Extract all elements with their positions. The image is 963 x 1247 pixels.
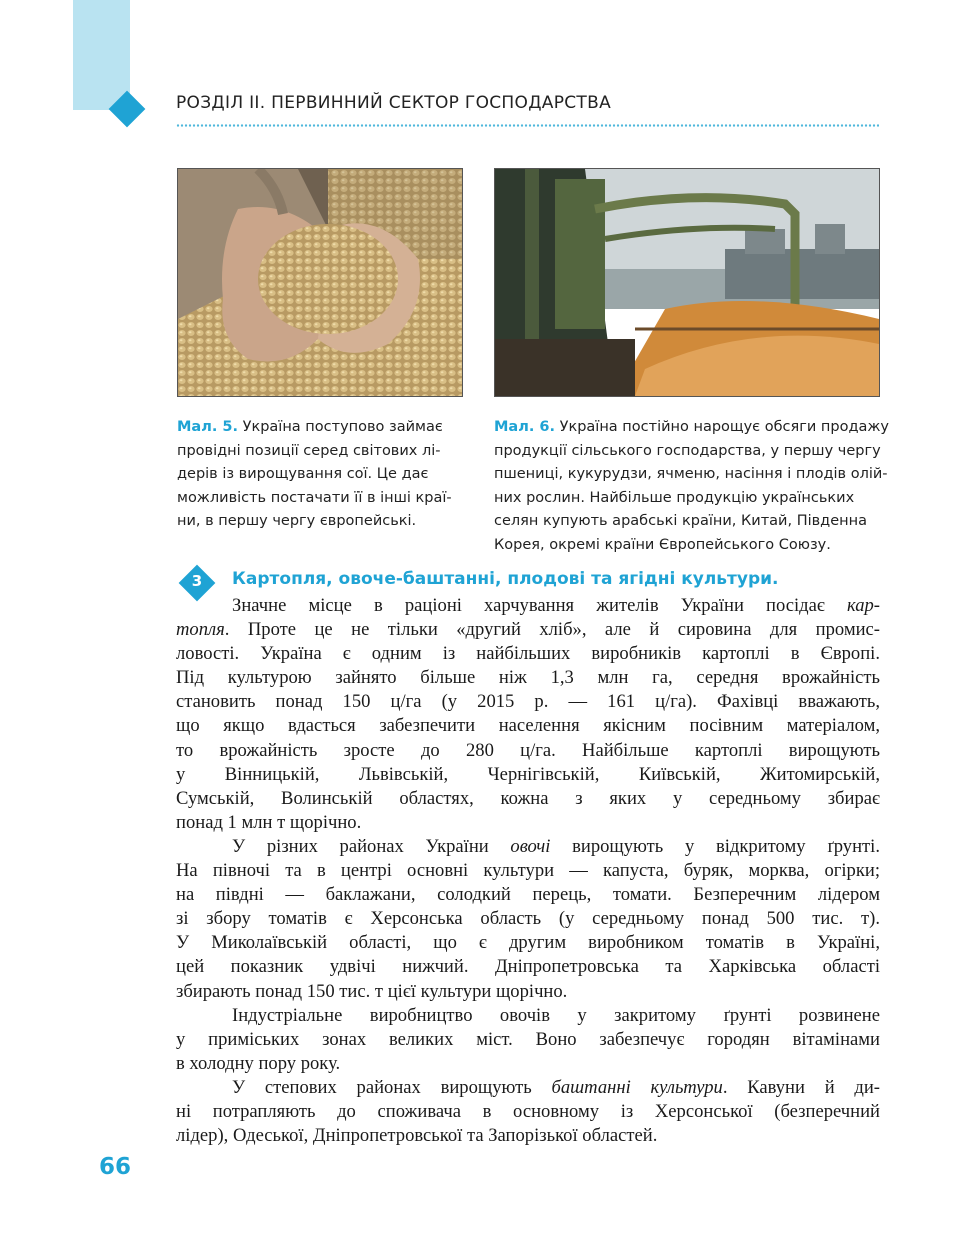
chapter-title: РОЗДІЛ ІІ. ПЕРВИННИЙ СЕКТОР ГОСПОДАРСТВА — [176, 93, 611, 113]
header-dotted-rule — [176, 123, 879, 128]
text-line: Значне місце в раціоні харчування жителів України посідає кар- — [232, 595, 880, 616]
text-line: становить понад 150 ц/га (у 2015 р. — 161 ц/га). Фахівці вважають, — [176, 691, 880, 713]
text-line: топля. Проте це не тільки «другий хліб», але й сировина для промис- — [176, 619, 880, 641]
corner-tab — [73, 0, 130, 110]
text-line: У степових районах вирощують баштанні культури. Кавуни й ди- — [232, 1076, 880, 1098]
text-line: в холодну пору року. — [176, 1052, 341, 1074]
figure-5-label: Мал. 5. — [177, 419, 238, 435]
text-line: У Миколаївській області, що є другим виробником томатів в Україні, — [176, 932, 880, 954]
soybeans-photo — [177, 168, 463, 397]
text-line: Сумській, Волинській областях, кожна з яких у середньому збирає — [176, 787, 880, 809]
text-line: понад 1 млн т щорічно. — [176, 811, 362, 833]
body-text — [176, 594, 880, 1148]
section-number: 3 — [191, 572, 203, 590]
text-line: Індустріальне виробництво овочів у закритому ґрунті розвинене — [232, 1004, 880, 1026]
figure-5-caption: Мал. 5. Україна поступово займає провідні позиції серед світових лі- дерів із вирощування сої. Це дає можливість постачати її в інші краї- ни, в першу чергу європейські. — [177, 419, 452, 529]
text-line: збирають понад 150 тис. т цієї культури щорічно. — [176, 980, 568, 1002]
figure-6-caption: Мал. 6. Україна постійно нарощує обсяги продажу продукції сільського господарства, у першу чергу пшениці, кукурудзи, ячменю, насіння і плодів олій- них рослин. Найбільше продукцію українських селян купують арабські країни, Китай, Південна Корея, окремі країни Європейського Союзу. — [494, 419, 889, 553]
text-line: що якщо вдасться забезпечити населення якісним посівним матеріалом, — [176, 715, 880, 737]
section-heading: Картопля, овоче-баштанні, плодові та ягідні культури. — [232, 569, 779, 589]
text-line: у приміських зонах великих міст. Воно забезпечує городян вітамінами — [176, 1028, 880, 1050]
text-line: У різних районах України овочі вирощують у відкритому ґрунті. — [232, 835, 880, 857]
text-line: цей показник удвічі нижчий. Дніпропетровська та Харківська області — [176, 956, 880, 978]
page-number: 66 — [99, 1154, 132, 1180]
text-line: На півночі та в центрі основні культури — капуста, буряк, морква, огірки; — [176, 860, 880, 882]
text-line: на півдні — баклажани, солодкий перець, томати. Безперечним лідером — [176, 884, 880, 906]
text-line: то врожайність зросте до 280 ц/га. Найбільше картоплі вирощують — [176, 739, 880, 761]
text-line: лідер), Одеської, Дніпропетровської та Запорізької областей. — [176, 1125, 658, 1147]
text-line: зі збору томатів є Херсонська область (у середньому понад 500 тис. т). — [176, 908, 880, 930]
text-line: ні потрапляють до споживача в основному із Херсонської (безперечний — [176, 1100, 880, 1122]
text-line: ловості. Україна є одним із найбільших виробників картоплі в Європі. — [176, 643, 880, 665]
figure-6-label: Мал. 6. — [494, 419, 555, 435]
text-line: Під культурою зайнято більше ніж 1,3 млн га, середня врожайність — [176, 667, 880, 689]
grain-terminal-photo — [494, 168, 880, 397]
text-line: у Вінницькій, Львівській, Чернігівській, Київській, Житомирській, — [176, 763, 880, 785]
